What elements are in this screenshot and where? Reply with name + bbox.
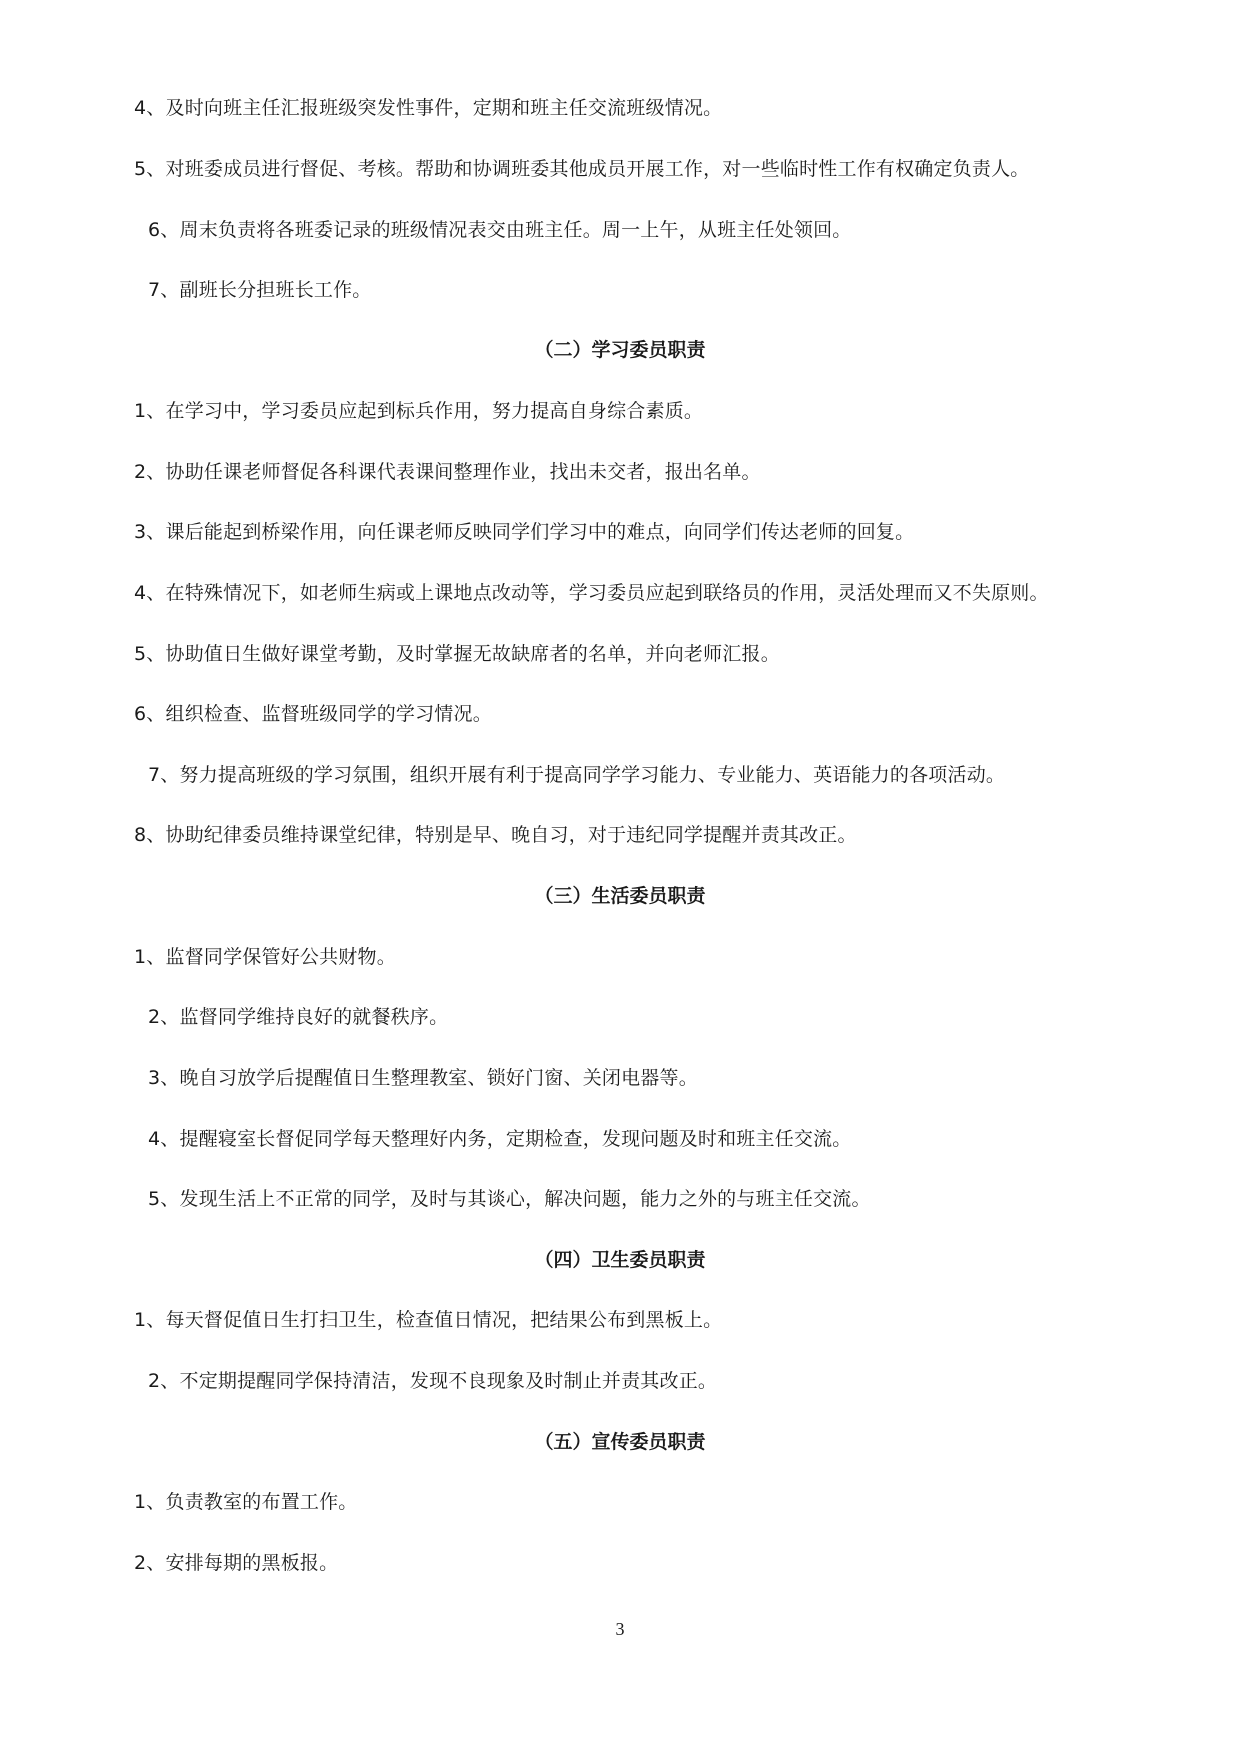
life-item-2: 2、监督同学维持良好的就餐秩序。 <box>148 1006 449 1028</box>
life-item-3: 3、晚自习放学后提醒值日生整理教室、锁好门窗、关闭电器等。 <box>148 1067 698 1089</box>
study-item-5: 5、协助值日生做好课堂考勤，及时掌握无故缺席者的名单，并向老师汇报。 <box>134 643 780 665</box>
study-item-4: 4、在特殊情况下，如老师生病或上课地点改动等，学习委员应起到联络员的作用，灵活处理而又不失原则。 <box>134 582 1049 604</box>
study-item-3: 3、课后能起到桥梁作用，向任课老师反映同学们学习中的难点，向同学们传达老师的回复。 <box>134 521 915 543</box>
publicity-item-1: 1、负责教室的布置工作。 <box>134 1491 358 1513</box>
study-item-1: 1、在学习中，学习委员应起到标兵作用，努力提高自身综合素质。 <box>134 400 704 422</box>
study-item-7: 7、努力提高班级的学习氛围，组织开展有利于提高同学学习能力、专业能力、英语能力的各项活动。 <box>148 764 1006 786</box>
publicity-committee-heading: （五）宣传委员职责 <box>534 1431 706 1453</box>
monitor-item-4: 4、及时向班主任汇报班级突发性事件，定期和班主任交流班级情况。 <box>134 97 723 119</box>
hygiene-item-2: 2、不定期提醒同学保持清洁，发现不良现象及时制止并责其改正。 <box>148 1370 718 1392</box>
study-item-2: 2、协助任课老师督促各科课代表课间整理作业，找出未交者，报出名单。 <box>134 461 761 483</box>
life-committee-heading: （三）生活委员职责 <box>534 885 706 907</box>
study-committee-heading: （二）学习委员职责 <box>534 339 706 361</box>
life-item-5: 5、发现生活上不正常的同学，及时与其谈心，解决问题，能力之外的与班主任交流。 <box>148 1188 871 1210</box>
study-item-6: 6、组织检查、监督班级同学的学习情况。 <box>134 703 492 725</box>
page-number: 3 <box>615 1619 625 1639</box>
monitor-item-7: 7、副班长分担班长工作。 <box>148 279 372 301</box>
study-item-8: 8、协助纪律委员维持课堂纪律，特别是早、晚自习，对于违纪同学提醒并责其改正。 <box>134 824 857 846</box>
publicity-item-2: 2、安排每期的黑板报。 <box>134 1552 339 1574</box>
hygiene-committee-heading: （四）卫生委员职责 <box>534 1249 706 1271</box>
monitor-item-5: 5、对班委成员进行督促、考核。帮助和协调班委其他成员开展工作，对一些临时性工作有权确定负责人。 <box>134 158 1030 180</box>
life-item-4: 4、提醒寝室长督促同学每天整理好内务，定期检查，发现问题及时和班主任交流。 <box>148 1128 852 1150</box>
hygiene-item-1: 1、每天督促值日生打扫卫生，检查值日情况，把结果公布到黑板上。 <box>134 1309 723 1331</box>
life-item-1: 1、监督同学保管好公共财物。 <box>134 946 396 968</box>
monitor-item-6: 6、周末负责将各班委记录的班级情况表交由班主任。周一上午，从班主任处领回。 <box>148 219 852 241</box>
